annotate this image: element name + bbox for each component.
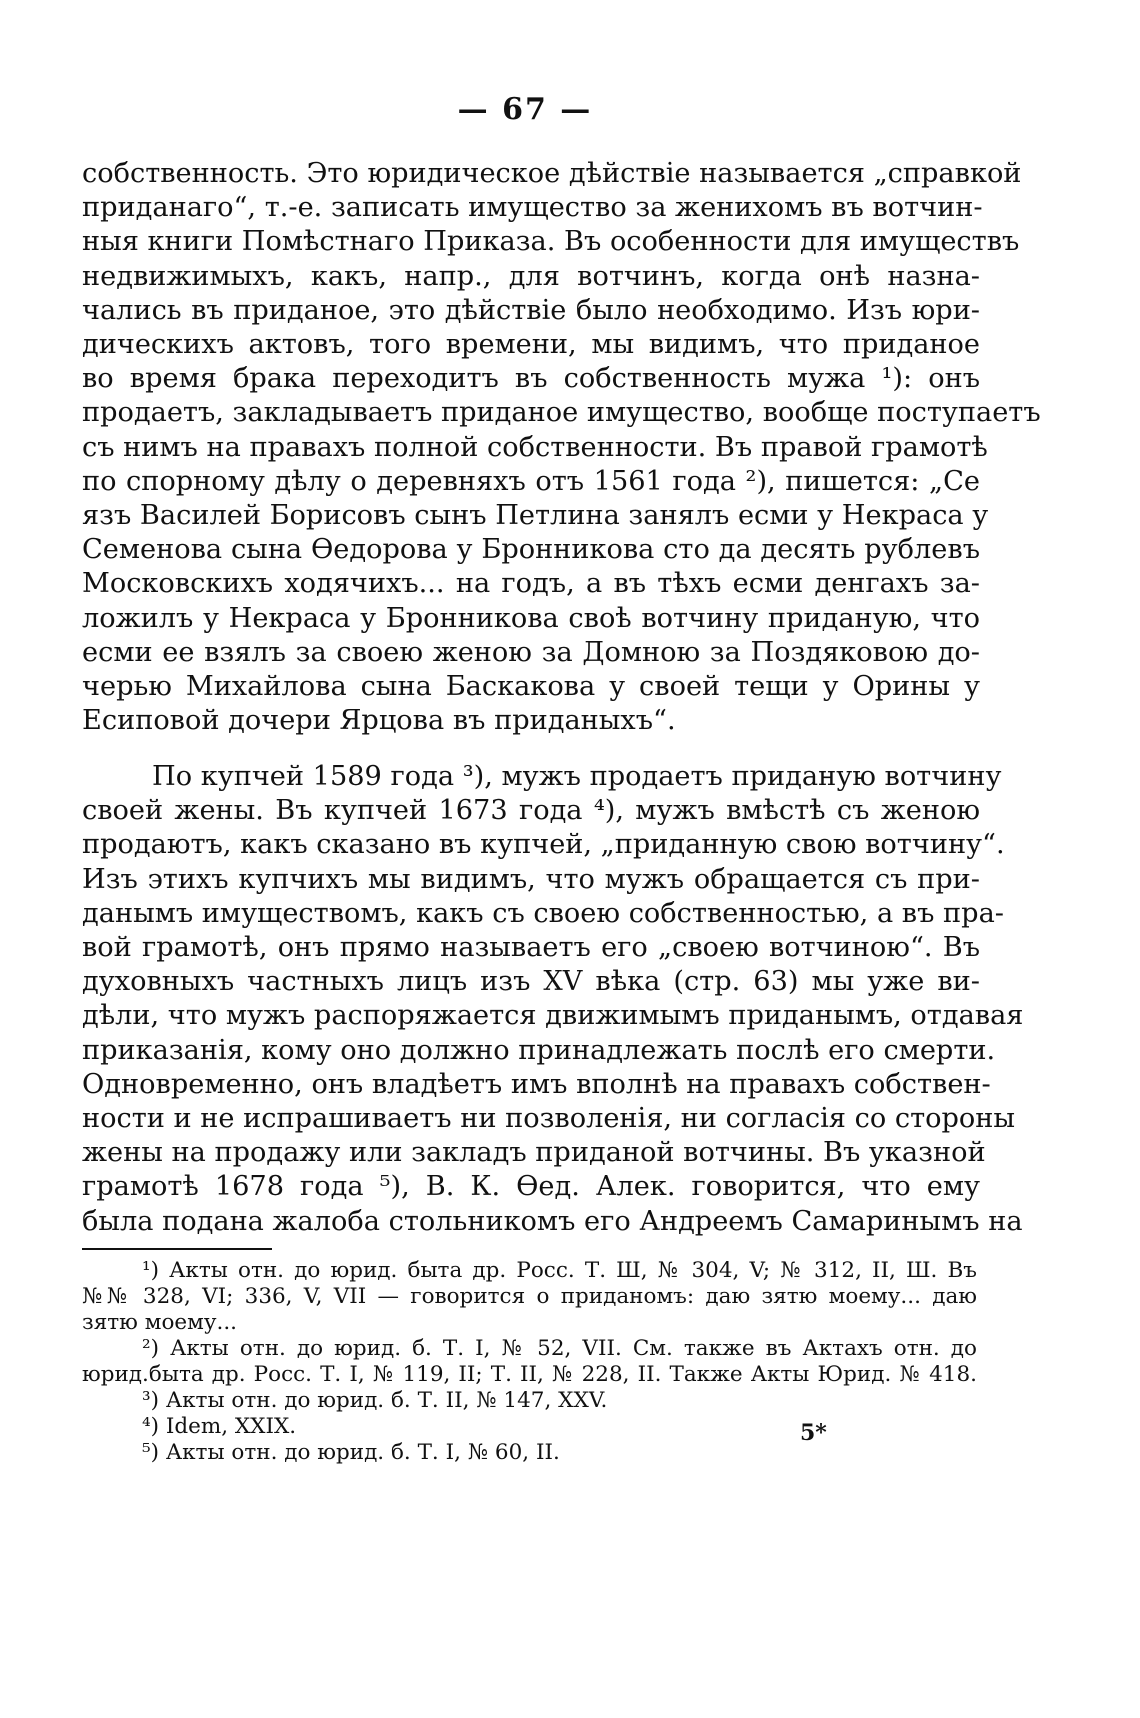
text-line: Есиповой дочери Ярцова въ приданыхъ“.: [82, 705, 676, 737]
text-line: была подана жалоба стольникомъ его Андреемъ Самаринымъ на: [82, 1205, 1023, 1237]
text-line: язъ Василей Борисовъ сынъ Петлина занялъ есми у Некраса у: [82, 500, 989, 532]
text-line: Московскихъ ходячихъ... на годъ, а въ тѣхъ есми денгахъ за-: [82, 568, 980, 600]
body-paragraph-1: [82, 157, 1041, 738]
text-line: своей жены. Въ купчей 1673 года ⁴), мужъ вмѣстѣ съ женою: [82, 795, 980, 827]
footnote-divider: [82, 1248, 272, 1250]
text-line: есми ее взялъ за своею женою за Домною за Поздяковою до-: [82, 636, 980, 668]
text-line: ности и не испрашиваетъ ни позволенія, ни согласія со стороны: [82, 1103, 1016, 1135]
text-line: дѣли, что мужъ распоряжается движимымъ приданымъ, отдавая: [82, 1000, 1024, 1032]
footnote-line: №№ 328, VI; 336, V, VII — говорится о приданомъ: даю зятю моему... даю: [82, 1284, 977, 1309]
text-line: Изъ этихъ купчихъ мы видимъ, что мужъ обращается съ при-: [82, 863, 980, 895]
body-paragraph-2: [82, 760, 1024, 1239]
footnote-line: ⁵) Акты отн. до юрид. б. Т. I, № 60, II.: [142, 1440, 560, 1465]
footnote-line: ¹) Акты отн. до юрид. быта др. Росс. Т. Ш, № 304, V; № 312, II, Ш. Въ: [142, 1258, 977, 1283]
text-line: данымъ имуществомъ, какъ съ своею собственностью, а въ пра-: [82, 897, 1004, 929]
text-line: вой грамотѣ, онъ прямо называетъ его „своею вотчиною“. Въ: [82, 932, 980, 964]
text-line: собственность. Это юридическое дѣйствіе называется „справкой: [82, 158, 1022, 189]
text-line: Семенова сына Ѳедорова у Бронникова сто да десять рублевъ: [82, 534, 980, 566]
text-line: по спорному дѣлу о деревняхъ отъ 1561 года ²), пишется: „Се: [82, 465, 980, 497]
text-line: недвижимыхъ, какъ, напр., для вотчинъ, когда онѣ назна-: [82, 260, 980, 292]
footnote-line: ²) Акты отн. до юрид. б. Т. I, № 52, VII. См. также въ Актахъ отн. до: [142, 1336, 977, 1361]
footnotes: [82, 1258, 977, 1466]
text-line: духовныхъ частныхъ лицъ изъ XV вѣка (стр. 63) мы уже ви-: [82, 966, 980, 998]
text-line: жены на продажу или закладъ приданой вотчины. Въ указной: [82, 1137, 986, 1169]
text-line: съ нимъ на правахъ полной собственности. Въ правой грамотѣ: [82, 431, 988, 463]
page-number: — 67 —: [457, 92, 593, 127]
signature-mark: 5*: [800, 1420, 827, 1446]
footnote-line: ³) Акты отн. до юрид. б. Т. II, № 147, XXV.: [142, 1388, 608, 1413]
text-line: приданаго“, т.-е. записать имущество за женихомъ въ вотчин-: [82, 192, 983, 224]
text-line: во время брака переходитъ въ собственность мужа ¹): онъ: [82, 363, 980, 395]
text-line: грамотѣ 1678 года ⁵), В. К. Ѳед. Алек. говорится, что ему: [82, 1171, 980, 1203]
text-line: Одновременно, онъ владѣетъ имъ вполнѣ на правахъ собствен-: [82, 1068, 991, 1100]
text-line: чались въ приданое, это дѣйствіе было необходимо. Изъ юри-: [82, 294, 980, 326]
footnote-line: ⁴) Idem, XXIX.: [142, 1414, 297, 1439]
text-line: черью Михайлова сына Баскакова у своей тещи у Орины у: [82, 671, 980, 703]
text-line: ложилъ у Некраса у Бронникова своѣ вотчину приданую, что: [82, 602, 980, 634]
footnote-line: юрид.быта др. Росс. Т. I, № 119, II; Т. II, № 228, II. Также Акты Юрид. № 418.: [82, 1362, 977, 1387]
text-line: ныя книги Помѣстнаго Приказа. Въ особенности для имуществъ: [82, 226, 1020, 258]
text-line: продаетъ, закладываетъ приданое имущество, вообще поступаетъ: [82, 397, 1041, 429]
text-line: По купчей 1589 года ³), мужъ продаетъ приданую вотчину: [152, 761, 1002, 792]
text-line: приказанія, кому оно должно принадлежать послѣ его смерти.: [82, 1034, 996, 1066]
text-line: продаютъ, какъ сказано въ купчей, „приданную свою вотчину“.: [82, 829, 1005, 861]
footnote-line: зятю моему...: [82, 1310, 238, 1335]
text-line: дическихъ актовъ, того времени, мы видимъ, что приданое: [82, 329, 980, 361]
